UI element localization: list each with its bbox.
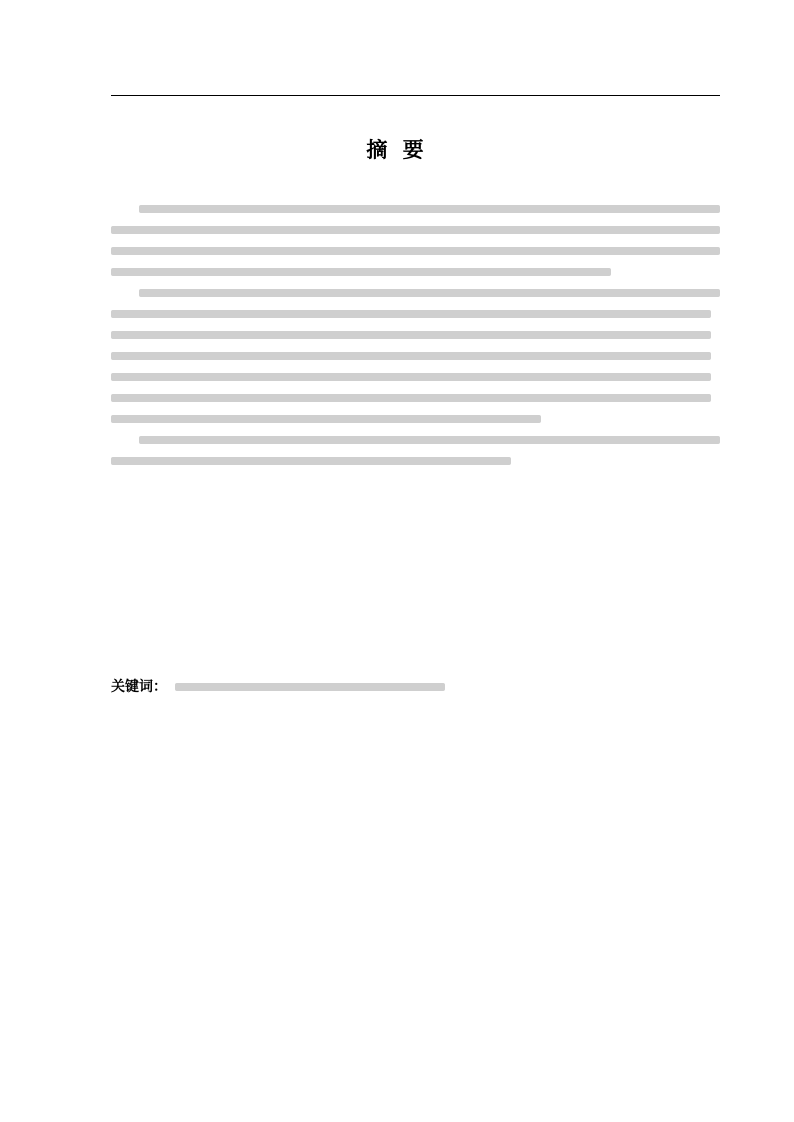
text-line-placeholder [111,457,511,465]
paragraph-placeholder [111,436,720,465]
page-title: 摘 要 [366,137,428,162]
keywords-row [111,676,720,696]
header-rule [111,95,720,96]
text-line-placeholder [111,226,720,234]
paragraph-placeholder [111,289,720,423]
text-line-placeholder [111,268,611,276]
text-line-placeholder [111,310,711,318]
keywords-label: 关键词： [111,679,167,695]
abstract-body [111,192,720,478]
text-line-placeholder [111,247,720,255]
text-line-placeholder [111,352,711,360]
text-line-placeholder [111,331,711,339]
text-line-placeholder [111,394,711,402]
text-line-placeholder [111,415,541,423]
text-line-placeholder [111,373,711,381]
keywords-placeholder [175,683,445,691]
paragraph-placeholder [111,205,720,276]
text-line-placeholder [139,436,720,444]
text-line-placeholder [139,289,720,297]
text-line-placeholder [139,205,720,213]
